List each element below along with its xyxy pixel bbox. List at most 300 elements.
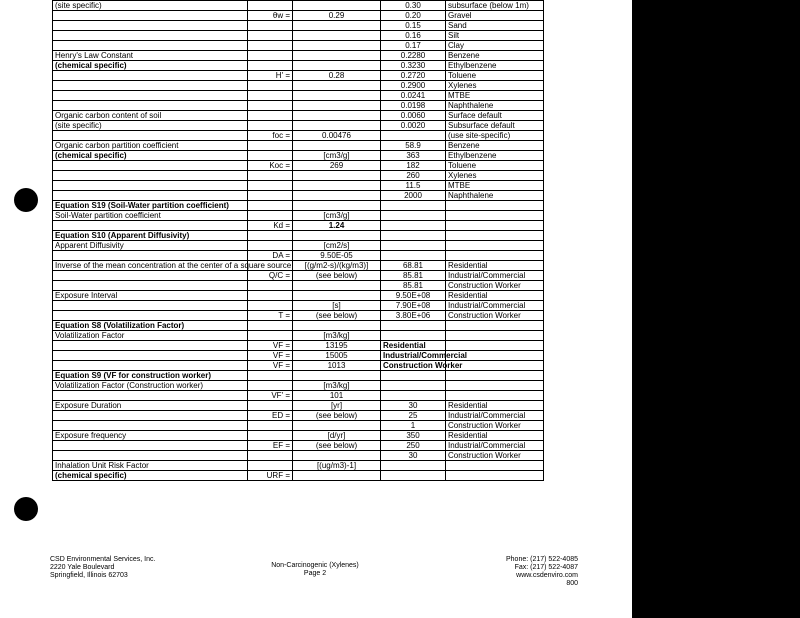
table-row (53, 161, 544, 171)
table-cell: Residential (446, 261, 544, 271)
table-cell (381, 211, 446, 221)
table-row (53, 101, 544, 111)
table-cell: 9.50E-05 (293, 251, 381, 261)
table-cell (53, 351, 248, 361)
table-cell (446, 251, 544, 261)
table-cell: (chemical specific) (53, 471, 248, 481)
table-cell: 0.2280 (381, 51, 446, 61)
table-cell (293, 201, 381, 211)
table-cell: Industrial/Commercial (446, 411, 544, 421)
table-cell (446, 381, 544, 391)
table-cell: 0.0060 (381, 111, 446, 121)
table-row (53, 401, 544, 411)
table-cell: [cm3/g] (293, 151, 381, 161)
table-cell (248, 61, 293, 71)
table-cell: Exposure Interval (53, 291, 248, 301)
table-row (53, 171, 544, 181)
table-cell (248, 41, 293, 51)
table-cell (446, 221, 544, 231)
table-cell: Industrial/Commercial (381, 351, 446, 361)
table-cell (293, 61, 381, 71)
table-cell: Apparent Diffusivity (53, 241, 248, 251)
table-cell: Naphthalene (446, 101, 544, 111)
table-cell (248, 21, 293, 31)
table-cell (381, 131, 446, 141)
table-cell (53, 421, 248, 431)
table-cell: Industrial/Commercial (446, 441, 544, 451)
table-row (53, 241, 544, 251)
table-cell (293, 281, 381, 291)
table-cell (293, 141, 381, 151)
footer-fax: Fax: (217) 522-4087 (514, 564, 578, 571)
table-cell: (use site-specific) (446, 131, 544, 141)
table-cell (293, 51, 381, 61)
table-cell: Residential (446, 401, 544, 411)
table-cell: 0.2900 (381, 81, 446, 91)
table-cell: 0.20 (381, 11, 446, 21)
table-cell: 0.16 (381, 31, 446, 41)
table-row (53, 321, 544, 331)
table-cell (381, 371, 446, 381)
table-cell: Construction Worker (446, 421, 544, 431)
table-cell (446, 231, 544, 241)
table-row (53, 291, 544, 301)
footer-website[interactable]: www.csdenviro.com (516, 572, 578, 579)
table-cell (53, 311, 248, 321)
table-cell: MTBE (446, 91, 544, 101)
table-cell: Exposure Duration (53, 401, 248, 411)
footer-phone: Phone: (217) 522-4085 (506, 556, 578, 563)
table-cell: (site specific) (53, 1, 248, 11)
table-cell: Surface default (446, 111, 544, 121)
table-cell (248, 171, 293, 181)
table-row (53, 191, 544, 201)
table-cell (248, 431, 293, 441)
table-cell: Toluene (446, 71, 544, 81)
table-cell: Clay (446, 41, 544, 51)
table-cell (293, 471, 381, 481)
table-cell (248, 401, 293, 411)
table-cell: 1013 (293, 361, 381, 371)
footer-address: 2220 Yale Boulevard (50, 564, 115, 571)
table-cell (381, 331, 446, 341)
table-cell: 30 (381, 401, 446, 411)
table-cell: (site specific) (53, 121, 248, 131)
table-cell: Exposure frequency (53, 431, 248, 441)
table-cell: 350 (381, 431, 446, 441)
table-cell: Equation S9 (VF for construction worker) (53, 371, 248, 381)
table-cell (293, 291, 381, 301)
table-cell: (see below) (293, 311, 381, 321)
table-row (53, 301, 544, 311)
table-cell: Inhalation Unit Risk Factor (53, 461, 248, 471)
table-cell (381, 321, 446, 331)
table-cell (248, 1, 293, 11)
table-cell: [d/yr] (293, 431, 381, 441)
table-row (53, 351, 544, 361)
table-cell (53, 181, 248, 191)
table-cell (53, 11, 248, 21)
table-cell (446, 211, 544, 221)
table-row (53, 61, 544, 71)
footer-company-name: CSD Environmental Services, Inc. (50, 556, 156, 563)
table-cell: Henry's Law Constant (53, 51, 248, 61)
table-cell (293, 41, 381, 51)
table-row (53, 211, 544, 221)
table-cell: (chemical specific) (53, 151, 248, 161)
table-cell: MTBE (446, 181, 544, 191)
table-cell: 0.3230 (381, 61, 446, 71)
table-cell: 13195 (293, 341, 381, 351)
table-cell (293, 231, 381, 241)
table-cell (248, 281, 293, 291)
table-cell: Organic carbon partition coefficient (53, 141, 248, 151)
table-row (53, 81, 544, 91)
table-cell (248, 231, 293, 241)
table-cell (293, 91, 381, 101)
binder-hole-top (14, 188, 38, 212)
table-cell (446, 461, 544, 471)
table-cell (293, 421, 381, 431)
table-cell (248, 211, 293, 221)
table-cell: Ethylbenzene (446, 151, 544, 161)
table-cell: (see below) (293, 411, 381, 421)
table-cell (293, 101, 381, 111)
table-row (53, 331, 544, 341)
table-cell (293, 321, 381, 331)
table-cell (53, 31, 248, 41)
table-cell (293, 31, 381, 41)
table-cell (53, 391, 248, 401)
table-cell (446, 341, 544, 351)
table-cell: 9.50E+08 (381, 291, 446, 301)
table-cell (381, 461, 446, 471)
table-cell: [cm3/g] (293, 211, 381, 221)
table-cell (248, 451, 293, 461)
table-cell (381, 231, 446, 241)
table-cell: 101 (293, 391, 381, 401)
table-cell (248, 91, 293, 101)
table-cell: Industrial/Commercial (446, 301, 544, 311)
table-row (53, 121, 544, 131)
table-cell: Subsurface default (446, 121, 544, 131)
table-row (53, 371, 544, 381)
table-cell (248, 121, 293, 131)
table-cell (248, 201, 293, 211)
table-cell (293, 121, 381, 131)
table-row (53, 1, 544, 11)
table-row (53, 221, 544, 231)
table-cell: 0.29 (293, 11, 381, 21)
table-cell: Organic carbon content of soil (53, 111, 248, 121)
table-cell (53, 341, 248, 351)
table-row (53, 341, 544, 351)
table-row (53, 201, 544, 211)
table-cell: VF' = (248, 391, 293, 401)
table-row (53, 451, 544, 461)
table-row (53, 181, 544, 191)
table-cell: 250 (381, 441, 446, 451)
footer-contact (470, 556, 578, 588)
table-cell (381, 201, 446, 211)
table-cell: [m3/kg] (293, 331, 381, 341)
table-cell: Residential (446, 431, 544, 441)
table-row (53, 461, 544, 471)
table-cell (381, 391, 446, 401)
table-cell: Residential (446, 291, 544, 301)
table-cell: 1 (381, 421, 446, 431)
table-row (53, 361, 544, 371)
table-cell: Equation S10 (Apparent Diffusivity) (53, 231, 248, 241)
table-cell (293, 371, 381, 381)
table-cell (53, 361, 248, 371)
table-row (53, 21, 544, 31)
table-cell: 0.30 (381, 1, 446, 11)
table-cell: 7.90E+08 (381, 301, 446, 311)
footer-company (50, 556, 155, 580)
table-cell (293, 171, 381, 181)
table-cell (248, 291, 293, 301)
footer-page-info (260, 562, 370, 578)
table-cell: (chemical specific) (53, 61, 248, 71)
table-row (53, 91, 544, 101)
table-cell: Xylenes (446, 81, 544, 91)
table-cell: Equation S19 (Soil-Water partition coefficient) (53, 201, 248, 211)
table-cell (248, 421, 293, 431)
table-row (53, 111, 544, 121)
table-cell (248, 81, 293, 91)
table-cell: 3.80E+06 (381, 311, 446, 321)
table-cell (53, 41, 248, 51)
table-cell (53, 71, 248, 81)
table-row (53, 41, 544, 51)
table-cell (446, 391, 544, 401)
table-cell (446, 321, 544, 331)
table-cell: Soil-Water partition coefficient (53, 211, 248, 221)
table-cell (53, 161, 248, 171)
table-cell: foc = (248, 131, 293, 141)
table-row (53, 151, 544, 161)
table-row (53, 261, 544, 271)
table-cell: VF = (248, 361, 293, 371)
table-cell: 0.15 (381, 21, 446, 31)
table-cell (53, 91, 248, 101)
table-cell: 0.00476 (293, 131, 381, 141)
table-row (53, 441, 544, 451)
table-cell (53, 191, 248, 201)
table-cell (293, 21, 381, 31)
table-cell: 58.9 (381, 141, 446, 151)
table-cell (53, 221, 248, 231)
table-cell (381, 241, 446, 251)
table-cell: (see below) (293, 441, 381, 451)
table-cell (53, 101, 248, 111)
footer-doc-title: Non-Carcinogenic (Xylenes) (271, 562, 359, 569)
table-cell: Construction Worker (446, 451, 544, 461)
table-cell (53, 131, 248, 141)
table-cell: Xylenes (446, 171, 544, 181)
table-cell (53, 271, 248, 281)
table-cell: 15005 (293, 351, 381, 361)
table-row (53, 231, 544, 241)
table-cell: 182 (381, 161, 446, 171)
table-cell (381, 381, 446, 391)
table-row (53, 51, 544, 61)
table-cell: Kd = (248, 221, 293, 231)
table-cell: Industrial/Commercial (446, 271, 544, 281)
table-cell: Construction Worker (381, 361, 446, 371)
table-cell: ED = (248, 411, 293, 421)
table-row (53, 11, 544, 21)
table-cell: H' = (248, 71, 293, 81)
table-cell: 30 (381, 451, 446, 461)
table-cell (248, 321, 293, 331)
table-cell (248, 31, 293, 41)
table-cell (248, 301, 293, 311)
table-cell: 85.81 (381, 271, 446, 281)
table-cell: Equation S8 (Volatilization Factor) (53, 321, 248, 331)
table-cell (248, 461, 293, 471)
table-cell (293, 181, 381, 191)
table-cell: DA = (248, 251, 293, 261)
table-cell (248, 111, 293, 121)
table-cell: Volatilization Factor (53, 331, 248, 341)
table-cell: Silt (446, 31, 544, 41)
table-cell (293, 191, 381, 201)
table-cell: θw = (248, 11, 293, 21)
table-row (53, 281, 544, 291)
table-cell (446, 371, 544, 381)
table-cell: 363 (381, 151, 446, 161)
table-cell (248, 151, 293, 161)
table-cell (248, 141, 293, 151)
table-cell (248, 381, 293, 391)
table-cell (446, 471, 544, 481)
table-cell: [s] (293, 301, 381, 311)
footer-code: 800 (566, 580, 578, 587)
footer-page-number: Page 2 (303, 570, 327, 577)
table-cell (53, 301, 248, 311)
table-cell: 269 (293, 161, 381, 171)
table-cell: 1.24 (293, 221, 381, 231)
table-cell (53, 281, 248, 291)
table-cell (53, 81, 248, 91)
table-row (53, 141, 544, 151)
table-cell: Sand (446, 21, 544, 31)
table-cell: Naphthalene (446, 191, 544, 201)
table-cell (446, 331, 544, 341)
table-cell: 2000 (381, 191, 446, 201)
table-row (53, 431, 544, 441)
table-cell: [(g/m2-s)/(kg/m3)] (293, 261, 381, 271)
table-cell: Koc = (248, 161, 293, 171)
table-cell (248, 331, 293, 341)
table-cell: 0.0198 (381, 101, 446, 111)
table-cell: [yr] (293, 401, 381, 411)
table-cell: [m3/kg] (293, 381, 381, 391)
table-cell: Toluene (446, 161, 544, 171)
table-cell: Construction Worker (446, 281, 544, 291)
footer-city: Springfield, Illinois 62703 (50, 572, 128, 579)
table-row (53, 381, 544, 391)
table-cell (381, 221, 446, 231)
table-cell: Ethylbenzene (446, 61, 544, 71)
table-cell: (see below) (293, 271, 381, 281)
table-cell: 25 (381, 411, 446, 421)
table-cell (293, 111, 381, 121)
table-cell: URF = (248, 471, 293, 481)
table-row (53, 421, 544, 431)
table-cell (53, 21, 248, 31)
table-cell: T = (248, 311, 293, 321)
table-cell (248, 371, 293, 381)
table-cell: Residential (381, 341, 446, 351)
calculation-table (52, 0, 544, 481)
table-cell (293, 1, 381, 11)
table-cell (53, 451, 248, 461)
table-cell: 0.17 (381, 41, 446, 51)
table-cell (248, 181, 293, 191)
table-cell: VF = (248, 351, 293, 361)
table-cell (248, 241, 293, 251)
table-cell: Inverse of the mean concentration at the center of a square source (53, 261, 248, 271)
table-cell: 260 (381, 171, 446, 181)
table-cell (248, 101, 293, 111)
table-cell: Gravel (446, 11, 544, 21)
table-cell (381, 471, 446, 481)
table-cell: 85.81 (381, 281, 446, 291)
table-cell (293, 81, 381, 91)
table-cell (293, 451, 381, 461)
table-cell: VF = (248, 341, 293, 351)
table-row (53, 311, 544, 321)
table-cell: EF = (248, 441, 293, 451)
table-row (53, 251, 544, 261)
table-row (53, 471, 544, 481)
table-row (53, 391, 544, 401)
table-cell (248, 191, 293, 201)
table-cell: 11.5 (381, 181, 446, 191)
table-row (53, 411, 544, 421)
table-cell: subsurface (below 1m) (446, 1, 544, 11)
table-cell: Benzene (446, 51, 544, 61)
table-cell (53, 171, 248, 181)
table-cell: Volatilization Factor (Construction worker) (53, 381, 248, 391)
table-cell: 68.81 (381, 261, 446, 271)
table-cell: 0.0020 (381, 121, 446, 131)
table-cell: [(ug/m3)-1] (293, 461, 381, 471)
table-cell (53, 441, 248, 451)
table-row (53, 131, 544, 141)
table-cell (53, 251, 248, 261)
table-row (53, 71, 544, 81)
table-cell: 0.0241 (381, 91, 446, 101)
table-cell: 0.2720 (381, 71, 446, 81)
table-row (53, 271, 544, 281)
table-cell (53, 411, 248, 421)
table-cell: Benzene (446, 141, 544, 151)
table-cell: Q/C = (248, 271, 293, 281)
binder-hole-bottom (14, 497, 38, 521)
table-cell (248, 51, 293, 61)
table-cell: [cm2/s] (293, 241, 381, 251)
table-cell (381, 251, 446, 261)
table-cell: Construction Worker (446, 311, 544, 321)
table-row (53, 31, 544, 41)
table-cell (446, 201, 544, 211)
table-cell (446, 241, 544, 251)
table-cell: 0.28 (293, 71, 381, 81)
